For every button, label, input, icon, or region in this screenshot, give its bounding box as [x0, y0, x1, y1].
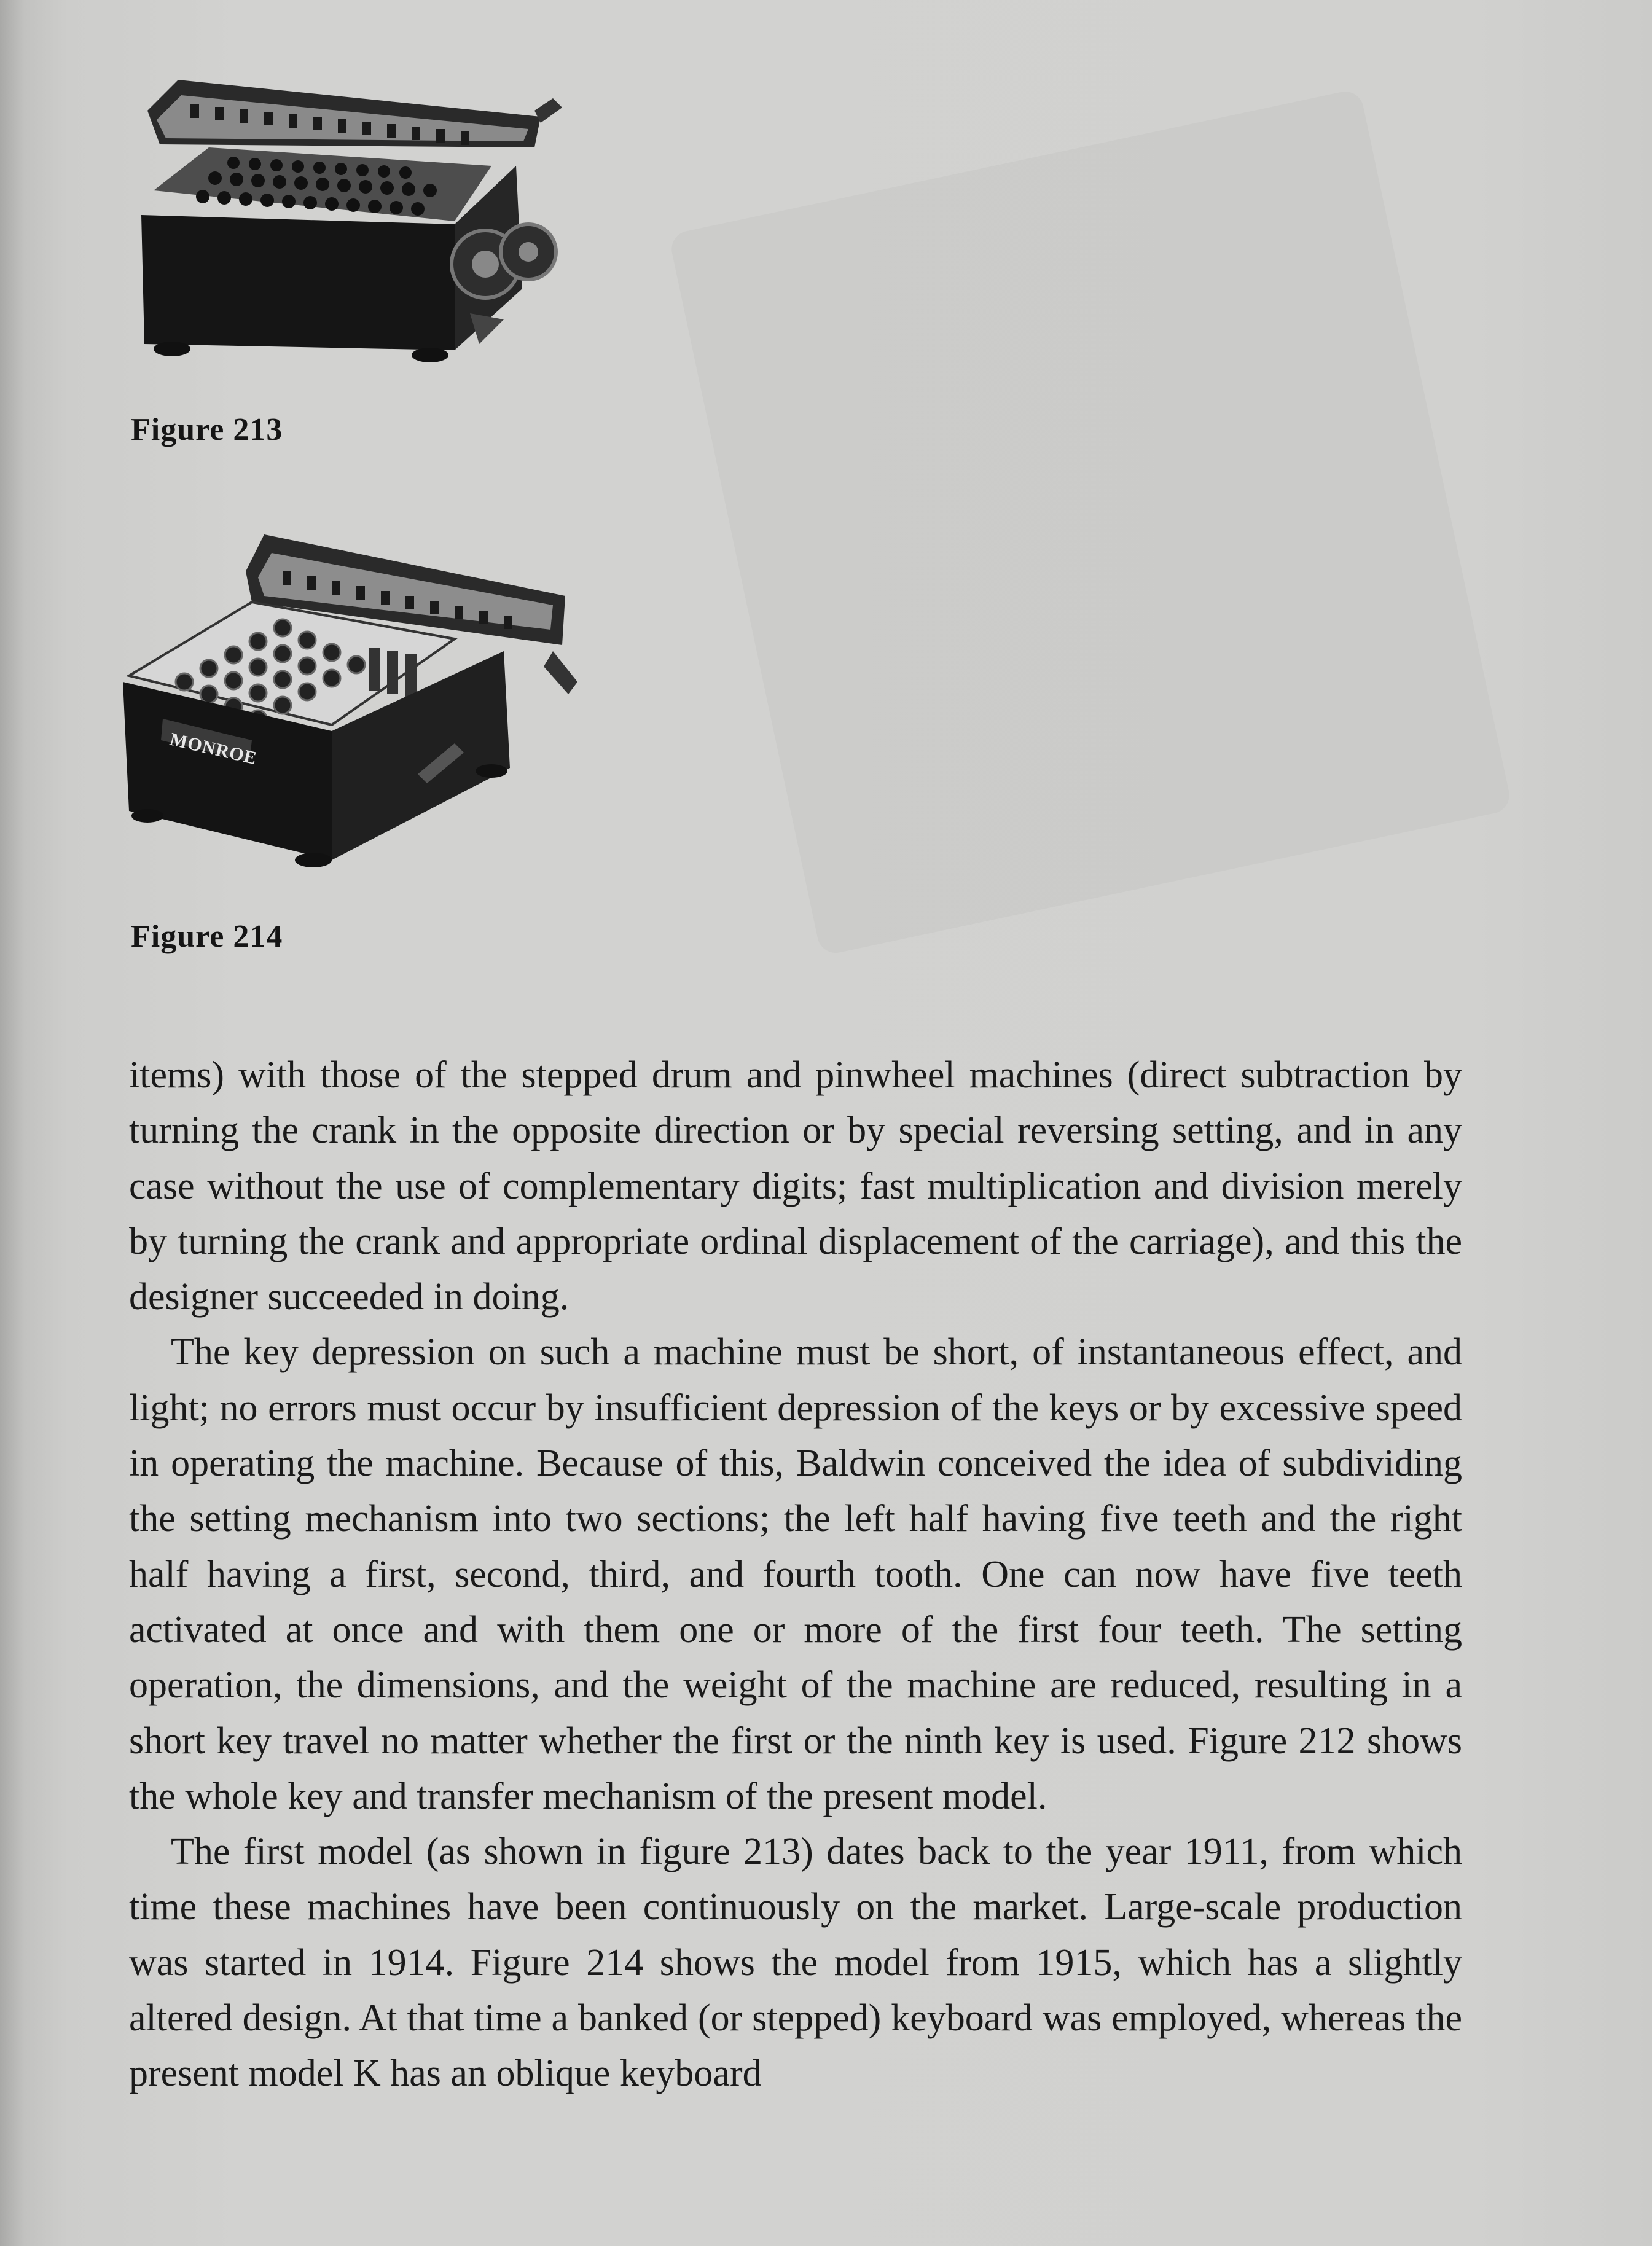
paragraph-2: The key depression on such a machine must be short, of instantaneous effect, and light; no errors must occur by insufficient depression of the keys or by excessive speed in operating the machine. Because of this, Baldwin conceived the idea of subdividing the setting mechanism into two sections; the left half having five teeth and the right half having a first, second, third, and fourth tooth. One can now have five teeth activated at once and with them one or more of the first four teeth. The setting operation, the dimensions, and the weight of the machine are reduced, resulting in a short key travel no matter whether the first or the ninth key is used. Figure 212 shows the whole key and transfer mechanism of the present model. [129, 1331, 1462, 1817]
figure-213-illustration [111, 61, 577, 381]
body-text [129, 1047, 1462, 2102]
monroe-brand-label: MONROE [168, 729, 259, 769]
paragraph-1: items) with those of the stepped drum and pinwheel machines (direct subtraction by turning the crank in the opposite direction or by special reversing setting, and in any case without the use of complementary digits; fast multiplication and division merely by turning the crank and appropriate ordinal displacement of the carriage), and this the designer succeeded in doing. [129, 1054, 1462, 1318]
figure-214-illustration [111, 528, 577, 872]
figure-213 [111, 61, 602, 381]
figure-214 [111, 528, 602, 872]
paragraph-3: The first model (as shown in figure 213) dates back to the year 1911, from which time these machines have been continuously on the market. Large-scale production was started in 1914. Figure 214 shows the model from 1915, which has a slightly altered design. At that time a banked (or stepped) keyboard was employed, whereas the present model K has an oblique keyboard [129, 1831, 1462, 2095]
figure-214-caption: Figure 214 [131, 919, 283, 954]
figure-213-caption: Figure 213 [131, 412, 283, 447]
bleed-through-shadow [668, 88, 1513, 957]
